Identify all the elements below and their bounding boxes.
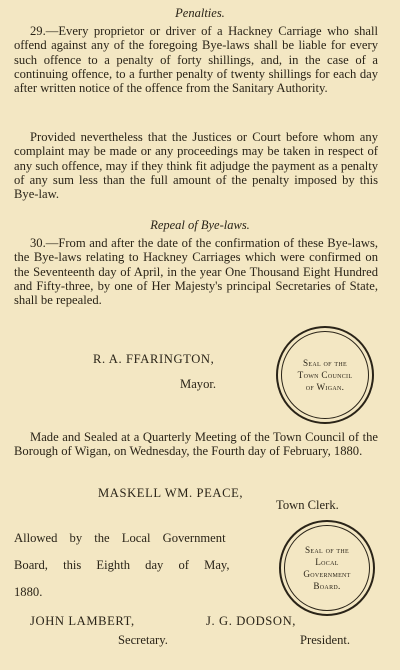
allowed-line-3: 1880. — [14, 585, 43, 599]
mayor-title: Mayor. — [180, 377, 217, 391]
allowed-line-1: Allowed by the Local Government — [14, 531, 226, 545]
seal-board-line-1: Seal of the — [305, 545, 349, 555]
paragraph-29: 29.—Every proprietor or driver of a Hackney Carriage who shall offend against any of the foregoing Bye-laws shall be liable for every such offence to a penalty of forty shillings, and, in the case of a continuing offence, to a further penalty of twenty shillings for each day after written notice of the offence from the Sanitary Authority. — [14, 24, 378, 96]
town-council-seal — [276, 326, 374, 424]
seal-board-line-2: Local — [315, 557, 339, 567]
town-clerk-name: MASKELL WM. PEACE, — [98, 486, 244, 500]
seal-town-line-3: of Wigan. — [305, 382, 345, 392]
paragraph-30: 30.—From and after the date of the confirmation of these Bye-laws, the Bye-laws relating to Hackney Carriages which were confirmed on the Seventeenth day of April, in the year One Thousand Eight Hundred and Fifty-three, by one of Her Majesty's principal Secretaries of State, shall be repealed. — [14, 236, 378, 308]
made-and-sealed-paragraph: Made and Sealed at a Quarterly Meeting of the Town Council of the Borough of Wigan, on Wednesday, the Fourth day of February, 1880. — [14, 430, 378, 459]
seal-board-line-3: Government — [303, 569, 351, 579]
president-name: J. G. DODSON, — [206, 614, 297, 628]
seal-town-line-2: Town Council — [297, 370, 353, 380]
paragraph-proviso: Provided nevertheless that the Justices or Court before whom any complaint may be made or any proceedings may be taken in respect of any such offence, may if they think fit adjudge the payment as a penalty of any sum less than the full amount of the penalty imposed by this Bye-law. — [14, 130, 378, 202]
board-seal-text — [303, 544, 350, 592]
secretary-name: JOHN LAMBERT, — [30, 614, 135, 628]
heading-repeal: Repeal of Bye-laws. — [150, 218, 250, 232]
seal-board-line-4: Board. — [313, 581, 341, 591]
town-council-seal-text — [298, 357, 353, 393]
heading-penalties: Penalties. — [175, 6, 225, 20]
town-clerk-title: Town Clerk. — [276, 498, 339, 512]
mayor-name: R. A. FFARINGTON, — [93, 352, 215, 366]
president-title: President. — [300, 633, 351, 647]
secretary-title: Secretary. — [118, 633, 168, 647]
local-government-board-seal — [279, 520, 375, 616]
seal-town-line-1: Seal of the — [302, 358, 347, 368]
allowed-line-2: Board, this Eighth day of May, — [14, 558, 230, 572]
